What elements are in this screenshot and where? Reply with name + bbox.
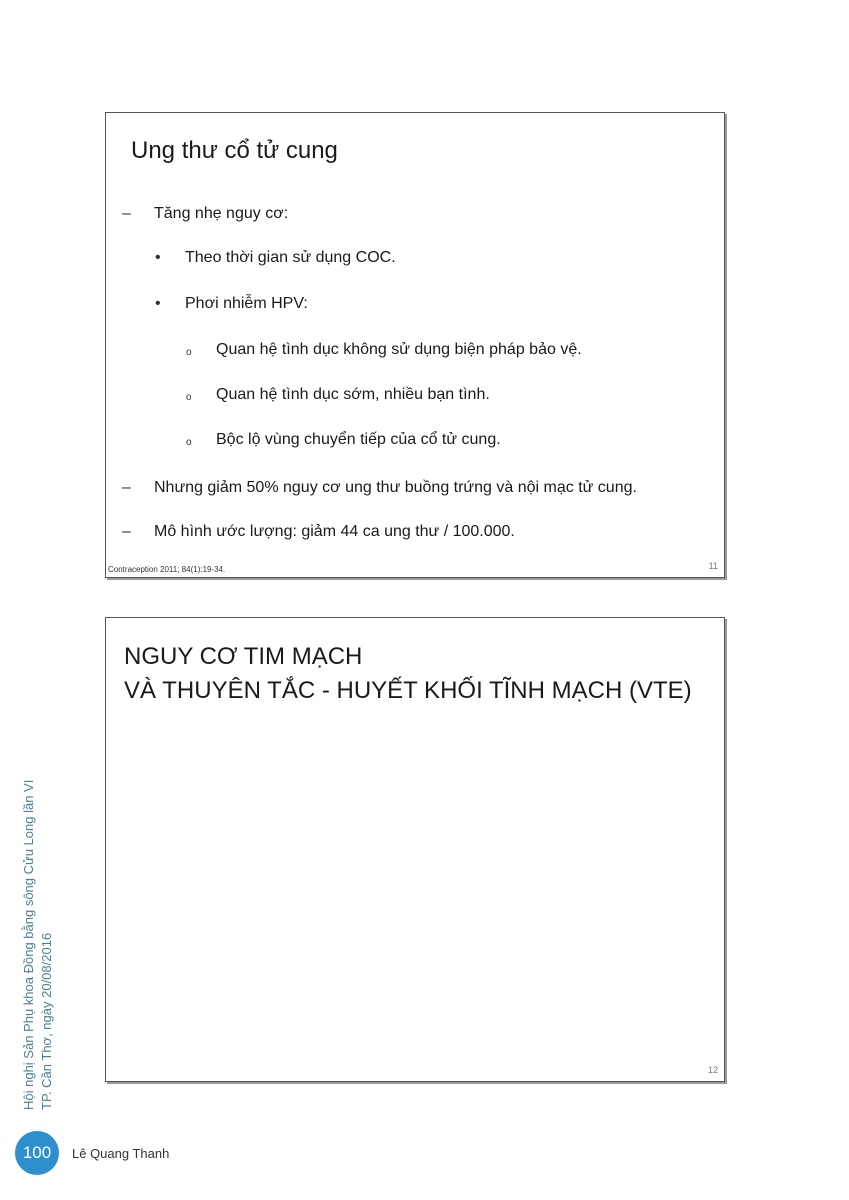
slide-title-line: VÀ THUYÊN TẮC - HUYẾT KHỐI TĨNH MẠCH (VTE) — [124, 677, 692, 704]
list-item — [155, 295, 308, 313]
conference-sidebar — [20, 779, 60, 1110]
list-item — [122, 479, 637, 497]
author-name: Lê Quang Thanh — [72, 1146, 170, 1161]
slide-title-line: NGUY CƠ TIM MẠCH — [124, 643, 363, 670]
list-item — [186, 341, 582, 359]
slide-number: 12 — [707, 1065, 718, 1075]
list-item — [186, 386, 490, 404]
list-item — [186, 431, 501, 449]
circle-bullet-icon: o — [186, 392, 192, 403]
circle-bullet-icon: o — [186, 347, 192, 358]
list-item-text: Quan hệ tình dục không sử dụng biện pháp bảo vệ. — [216, 341, 582, 358]
slide-12 — [105, 617, 725, 1082]
dash-bullet-icon: – — [122, 523, 131, 540]
dot-bullet-icon: • — [155, 295, 161, 312]
slide-title: Ung thư cổ tử cung — [131, 137, 338, 164]
conference-date: TP. Cần Thơ, ngày 20/08/2016 — [39, 932, 54, 1110]
list-item-text: Nhưng giảm 50% nguy cơ ung thư buồng trứng và nội mạc tử cung. — [154, 479, 637, 496]
dash-bullet-icon: – — [122, 479, 131, 496]
dash-bullet-icon: – — [122, 205, 131, 222]
list-item — [122, 523, 515, 541]
list-item — [122, 205, 289, 223]
dot-bullet-icon: • — [155, 249, 161, 266]
list-item-text: Quan hệ tình dục sớm, nhiều bạn tình. — [216, 386, 490, 403]
slide-number: 11 — [708, 561, 718, 571]
list-item-text: Bộc lộ vùng chuyển tiếp của cổ tử cung. — [216, 431, 501, 448]
list-item — [155, 249, 396, 267]
list-item-text: Theo thời gian sử dụng COC. — [185, 249, 396, 266]
list-item-text: Tăng nhẹ nguy cơ: — [154, 205, 289, 222]
conference-name: Hội nghị Sản Phụ khoa Đồng bằng sông Cửu Long lần VI — [21, 779, 36, 1110]
list-item-text: Mô hình ước lượng: giảm 44 ca ung thư / 100.000. — [154, 523, 515, 540]
citation: Contraception 2011; 84(1):19-34. — [108, 565, 226, 574]
list-item-text: Phơi nhiễm HPV: — [185, 295, 308, 312]
circle-bullet-icon: o — [186, 437, 192, 448]
slide-11 — [105, 112, 725, 578]
slide-title — [124, 640, 692, 708]
page-number-badge: 100 — [15, 1131, 59, 1175]
